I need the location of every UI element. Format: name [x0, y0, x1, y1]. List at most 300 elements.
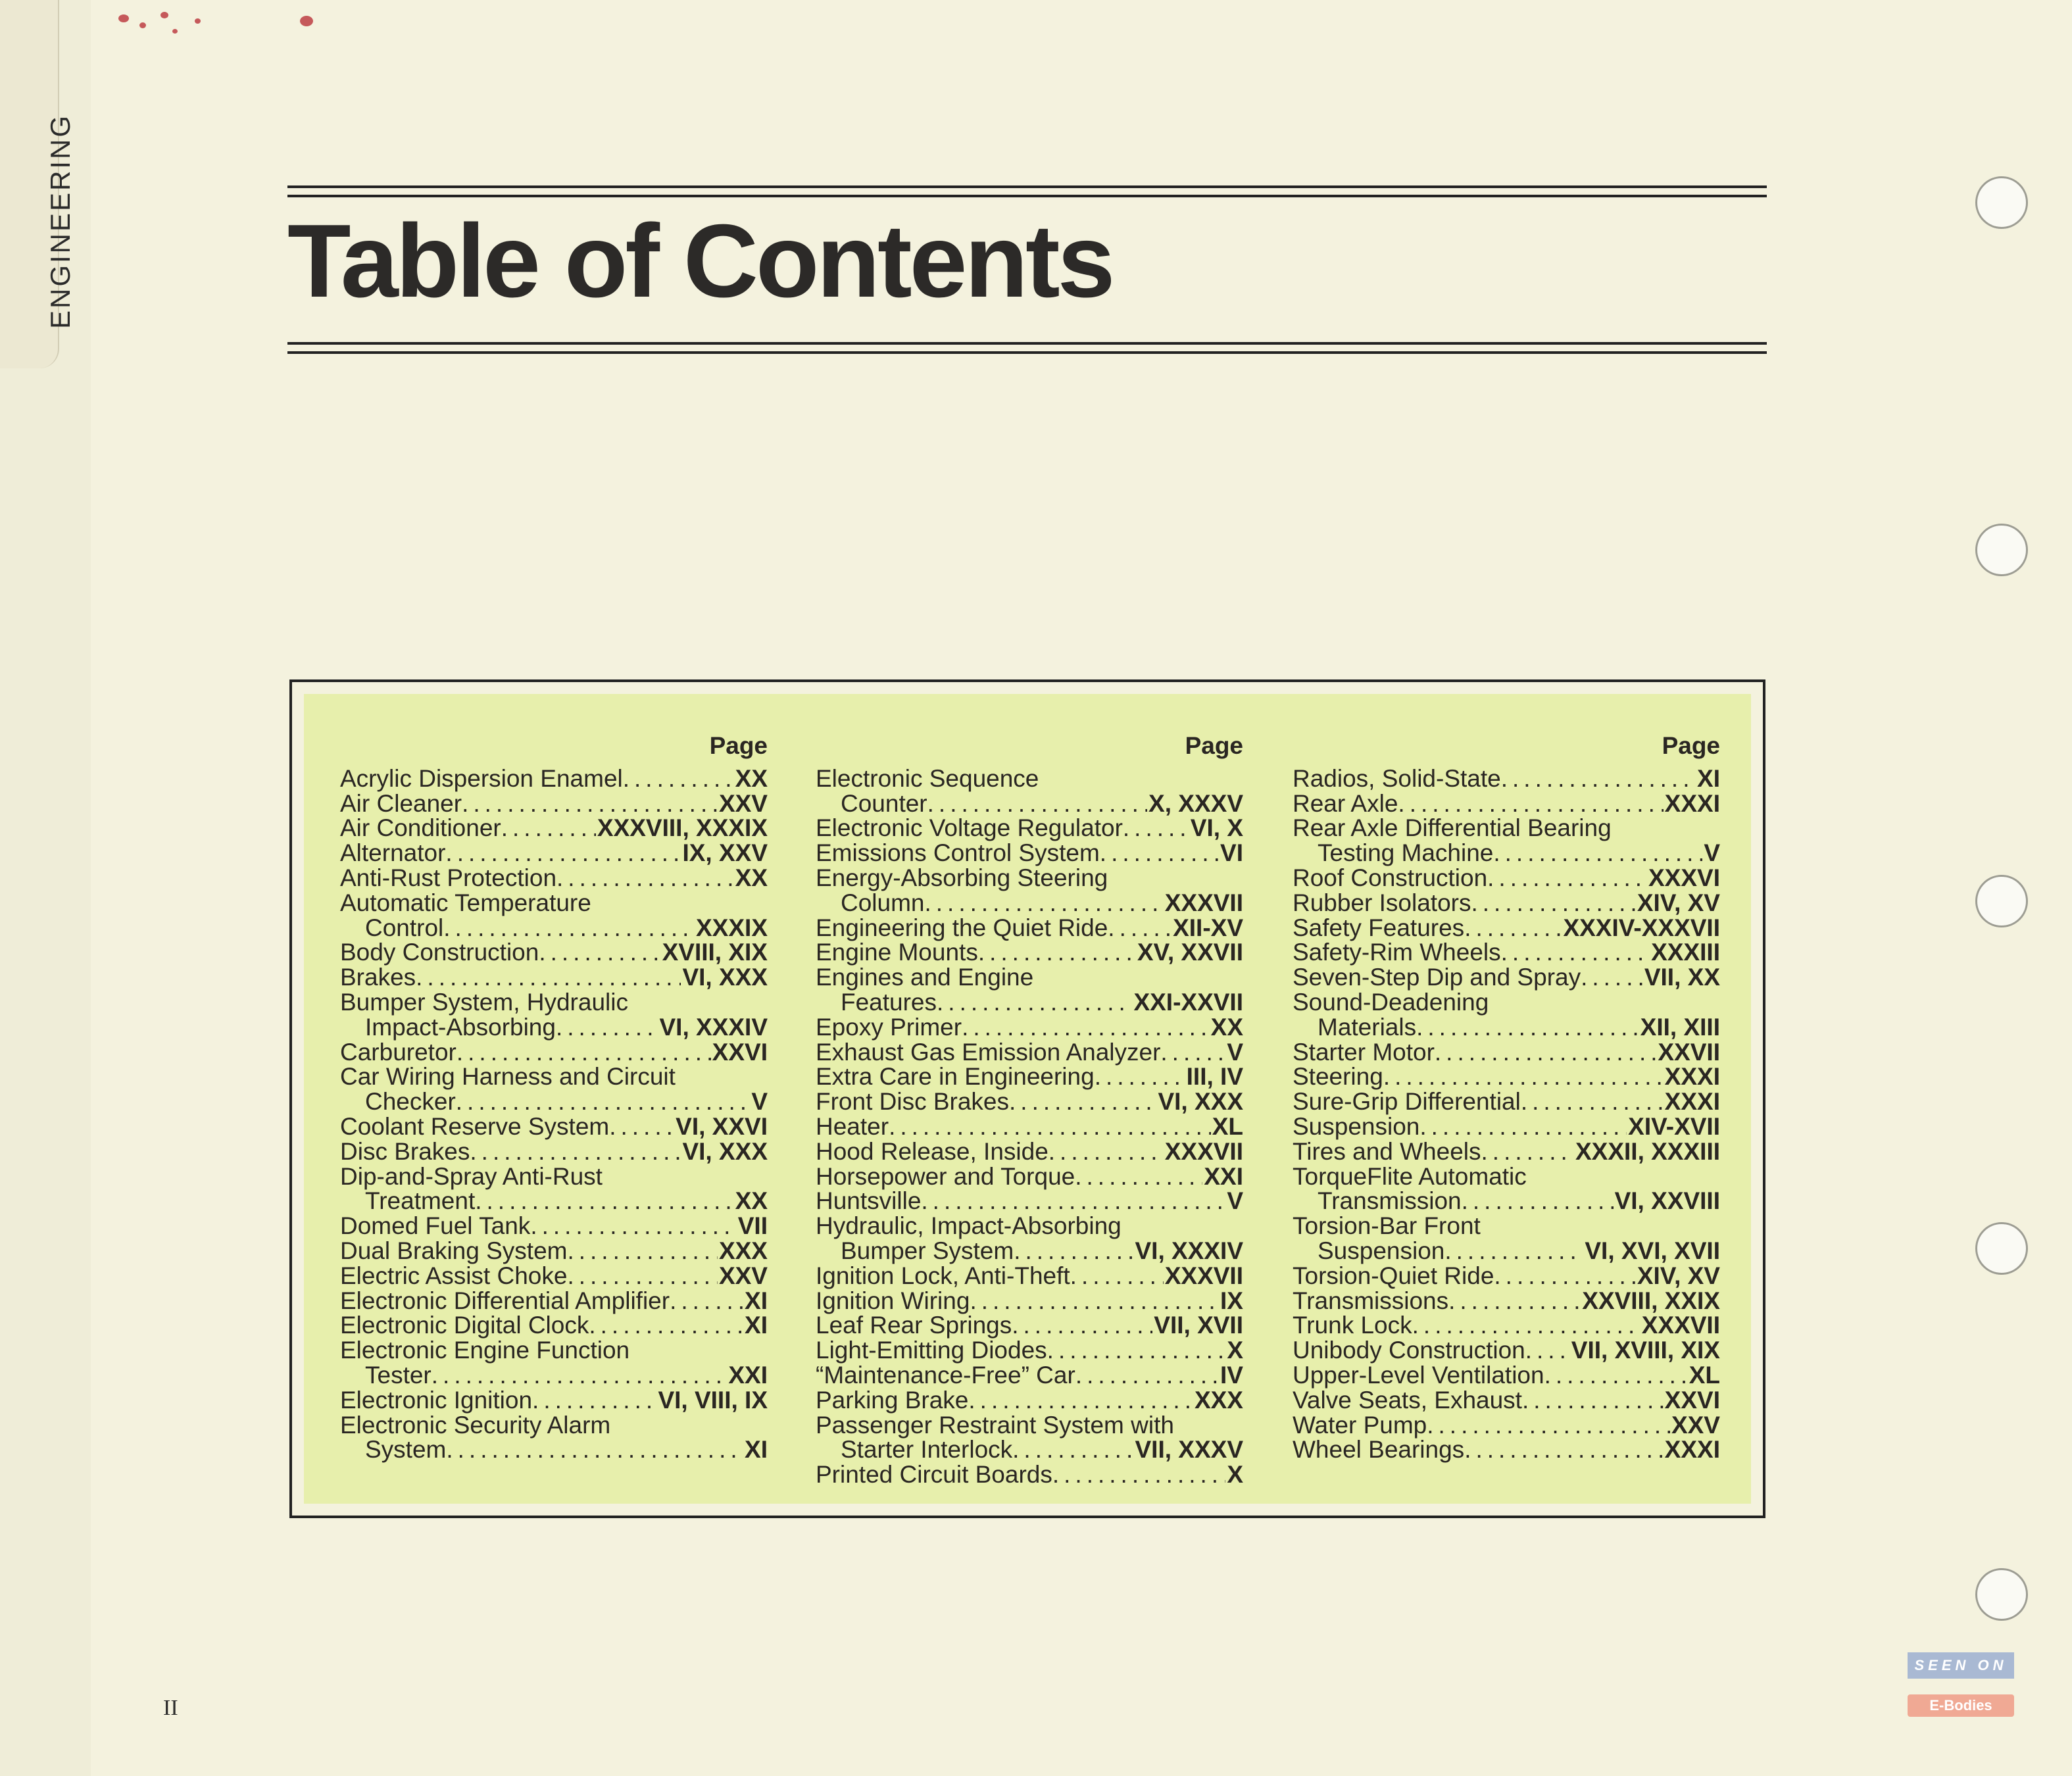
toc-entry — [816, 1064, 1243, 1089]
toc-entry-page: XX — [735, 1187, 768, 1215]
dot-leader — [416, 965, 681, 990]
toc-entry-line — [1293, 990, 1720, 1015]
toc-entry-line — [816, 1363, 1243, 1388]
toc-entry-line — [816, 891, 1243, 916]
toc-entry-page: VII, XX — [1644, 964, 1720, 991]
toc-entry-title: Bumper System — [841, 1237, 1014, 1264]
toc-entry-title: Automatic Temperature — [340, 889, 591, 916]
toc-entry-page: XI — [745, 1287, 768, 1314]
toc-box — [289, 679, 1765, 1518]
dot-leader — [925, 891, 1164, 916]
toc-entry — [816, 1164, 1243, 1189]
binder-hole — [1975, 875, 2028, 927]
toc-entry-title: Air Conditioner — [340, 814, 501, 842]
toc-entry-title: Roof Construction — [1293, 864, 1488, 891]
dot-leader — [1487, 866, 1647, 891]
toc-entry-title: Treatment — [365, 1187, 476, 1215]
toc-entry — [1293, 1363, 1720, 1388]
toc-entry-title: Parking Brake — [816, 1386, 969, 1414]
toc-entry-title: Engines and Engine — [816, 964, 1034, 991]
watermark-badge-bottom: E-Bodies — [1908, 1694, 2014, 1717]
toc-entry-title: Alternator — [340, 839, 446, 867]
dot-leader — [1462, 1189, 1614, 1214]
toc-entry-page: VII — [737, 1212, 768, 1240]
dot-leader — [1075, 1164, 1202, 1189]
toc-entry-line — [340, 1114, 768, 1139]
dot-leader — [443, 916, 695, 941]
dot-leader — [1048, 1139, 1164, 1164]
toc-entry-page: XI — [1697, 764, 1720, 792]
dot-leader — [1435, 1040, 1656, 1065]
toc-entry-title: Passenger Restraint System with — [816, 1411, 1174, 1439]
toc-entry-line — [340, 1264, 768, 1289]
toc-entry-page: XL — [1689, 1361, 1720, 1389]
toc-entry — [1293, 1388, 1720, 1413]
toc-entry-line — [816, 791, 1243, 816]
toc-entry-title: Starter Motor — [1293, 1038, 1435, 1066]
dot-leader — [456, 1040, 711, 1065]
toc-entry — [340, 990, 768, 1040]
toc-entry-title: System — [365, 1436, 447, 1464]
toc-entry-line — [1293, 766, 1720, 791]
bottom-rule — [287, 342, 1767, 345]
dot-leader — [937, 990, 1132, 1015]
toc-entry-page: XXXI — [1664, 1088, 1720, 1116]
toc-entry-line — [816, 766, 1243, 791]
toc-entry-title: Sure-Grip Differential — [1293, 1088, 1521, 1116]
toc-entry-title: Acrylic Dispersion Enamel — [340, 764, 623, 792]
dot-leader — [927, 791, 1147, 816]
toc-entry-title: Valve Seats, Exhaust — [1293, 1386, 1522, 1414]
toc-entry-line — [1293, 1189, 1720, 1214]
toc-panel — [304, 694, 1751, 1504]
toc-entry-line — [816, 1214, 1243, 1239]
toc-entry — [1293, 766, 1720, 791]
dot-leader — [567, 1239, 717, 1264]
toc-entry-title: Engine Mounts — [816, 939, 978, 966]
toc-entry-page: VII, XVII — [1154, 1312, 1243, 1339]
dot-leader — [462, 791, 718, 816]
toc-entry-line — [1293, 916, 1720, 941]
dot-leader — [978, 940, 1136, 965]
toc-entry-page: XVIII, XIX — [662, 939, 768, 966]
toc-entry — [340, 940, 768, 965]
toc-entry — [340, 1040, 768, 1065]
toc-entry-line — [816, 1388, 1243, 1413]
toc-entry — [340, 766, 768, 791]
dot-leader — [1444, 1239, 1583, 1264]
binder-hole — [1975, 524, 2028, 576]
toc-entry-line — [340, 916, 768, 941]
toc-entry-page: XIV-XVII — [1628, 1112, 1720, 1140]
toc-entry-line — [816, 1264, 1243, 1289]
toc-entry-page: V — [751, 1088, 768, 1116]
dot-leader — [1095, 1064, 1185, 1089]
toc-entry-page: X, XXXV — [1148, 789, 1243, 817]
toc-entry-title: Electronic Security Alarm — [340, 1411, 611, 1439]
toc-entry-line — [816, 1064, 1243, 1089]
toc-entry-page: V — [1704, 839, 1720, 867]
toc-entry-page: XXXVII — [1164, 889, 1243, 916]
toc-entry-title: Emissions Control System — [816, 839, 1100, 867]
toc-entry-page: IX — [1220, 1287, 1243, 1314]
dot-leader — [501, 816, 596, 841]
toc-entry-page: VII, XVIII, XIX — [1571, 1337, 1720, 1364]
toc-entry-title: Electronic Ignition — [340, 1386, 533, 1414]
dot-leader — [1047, 1338, 1226, 1363]
dot-leader — [1398, 791, 1663, 816]
toc-entry-line — [340, 1437, 768, 1462]
toc-entry-title: Impact-Absorbing — [365, 1013, 556, 1041]
toc-entry — [1293, 990, 1720, 1040]
toc-entry-title: TorqueFlite Automatic — [1293, 1162, 1527, 1190]
toc-entry-page: XXXVI — [1648, 864, 1720, 891]
toc-entry-title: Electronic Differential Amplifier — [340, 1287, 670, 1314]
toc-entry — [816, 940, 1243, 965]
toc-entry-title: Suspension — [1318, 1237, 1445, 1264]
dot-leader — [1481, 1139, 1574, 1164]
toc-entry-line — [1293, 1214, 1720, 1239]
toc-entry-page: XII, XIII — [1640, 1013, 1720, 1041]
toc-entry-title: Features — [841, 988, 937, 1016]
dot-leader — [470, 1139, 681, 1164]
toc-entry-line — [340, 990, 768, 1015]
dot-leader — [1522, 1388, 1664, 1413]
toc-entry-line — [816, 965, 1243, 990]
dot-leader — [1075, 1363, 1219, 1388]
toc-entry-page: IX, XXV — [682, 839, 768, 867]
toc-entry-title: Hood Release, Inside — [816, 1137, 1048, 1165]
toc-entry — [340, 816, 768, 841]
toc-entry — [816, 1363, 1243, 1388]
toc-entry-line — [1293, 1139, 1720, 1164]
toc-entry — [340, 1239, 768, 1264]
toc-entry-title: Safety Features — [1293, 914, 1465, 941]
toc-entry-line — [816, 1089, 1243, 1114]
toc-entry-title: Bumper System, Hydraulic — [340, 988, 628, 1016]
dot-leader — [1123, 816, 1189, 841]
toc-entry-page: XXXI — [1664, 1436, 1720, 1464]
toc-entry-title: Suspension — [1293, 1112, 1420, 1140]
dot-leader — [970, 1289, 1219, 1314]
toc-entry-title: Rubber Isolators — [1293, 889, 1471, 916]
toc-entry-title: Transmissions — [1293, 1287, 1449, 1314]
toc-entry-title: Printed Circuit Boards — [816, 1461, 1052, 1489]
toc-entry-line — [1293, 866, 1720, 891]
toc-entry-line — [816, 1338, 1243, 1363]
toc-entry-page: X — [1227, 1337, 1243, 1364]
toc-entry-line — [340, 1338, 768, 1363]
toc-entry-line — [1293, 1264, 1720, 1289]
toc-entry-line — [1293, 1064, 1720, 1089]
toc-entry — [1293, 1114, 1720, 1139]
toc-entry-page: XXV — [718, 1262, 768, 1289]
toc-entry-line — [340, 965, 768, 990]
toc-entry-page: V — [1227, 1187, 1243, 1215]
toc-entry-line — [1293, 1239, 1720, 1264]
toc-entry-line — [1293, 965, 1720, 990]
dot-leader — [1100, 841, 1219, 866]
toc-entry-page: VI, XXX — [682, 1137, 768, 1165]
toc-entry-line — [1293, 1015, 1720, 1040]
toc-entry — [1293, 965, 1720, 990]
toc-entry-page: XXXIII — [1651, 939, 1720, 966]
dot-leader — [1160, 1040, 1225, 1065]
toc-entry-title: Torsion-Quiet Ride — [1293, 1262, 1494, 1289]
stain-mark — [139, 22, 146, 28]
toc-entry — [1293, 1214, 1720, 1264]
dot-leader — [1416, 1015, 1639, 1040]
dot-leader — [889, 1114, 1211, 1139]
toc-entry-line — [340, 1313, 768, 1338]
toc-entry-line — [1293, 791, 1720, 816]
toc-entry-title: Control — [365, 914, 444, 941]
toc-entry — [816, 1388, 1243, 1413]
toc-entry — [816, 841, 1243, 866]
toc-entry-title: Body Construction — [340, 939, 539, 966]
toc-entry-title: Counter — [841, 789, 927, 817]
toc-entry-title: Column — [841, 889, 925, 916]
toc-entry — [816, 1089, 1243, 1114]
toc-entry-page: XXV — [1671, 1411, 1720, 1439]
toc-column — [816, 733, 1243, 1487]
toc-entry-line — [1293, 1114, 1720, 1139]
page-number: II — [163, 1696, 178, 1720]
toc-entry-line — [340, 940, 768, 965]
toc-entry-line — [816, 1139, 1243, 1164]
dot-leader — [1070, 1264, 1164, 1289]
toc-entry — [816, 1289, 1243, 1314]
toc-entry-page: XXXVII — [1641, 1312, 1720, 1339]
toc-entry-page: XX — [735, 764, 768, 792]
toc-entry-page: V — [1227, 1038, 1243, 1066]
dot-leader — [1544, 1363, 1688, 1388]
toc-entry-line — [1293, 1363, 1720, 1388]
toc-entry-page: VI, VIII, IX — [658, 1386, 768, 1414]
binder-hole — [1975, 1568, 2028, 1621]
toc-entry-line — [816, 1413, 1243, 1438]
toc-entry-title: Transmission — [1318, 1187, 1462, 1215]
toc-entry-page: XXXVIII, XXXIX — [597, 814, 768, 842]
dot-leader — [1012, 1313, 1152, 1338]
toc-entry-title: Domed Fuel Tank — [340, 1212, 531, 1240]
toc-entry-line — [1293, 1388, 1720, 1413]
dot-leader — [1419, 1114, 1627, 1139]
dot-leader — [1525, 1338, 1570, 1363]
toc-entry-title: Testing Machine — [1318, 839, 1494, 867]
stain-mark — [160, 12, 168, 18]
toc-entry-title: Rear Axle Differential Bearing — [1293, 814, 1612, 842]
toc-entry — [1293, 1064, 1720, 1089]
binder-hole — [1975, 176, 2028, 229]
toc-entry — [1293, 1313, 1720, 1338]
page-title: Table of Contents — [287, 203, 1113, 319]
toc-entry-line — [816, 1189, 1243, 1214]
toc-entry-page: XXXI — [1664, 1063, 1720, 1091]
toc-entry-page: VI, XVI, XVII — [1585, 1237, 1720, 1264]
toc-entry-title: Checker — [365, 1088, 456, 1116]
top-rule — [287, 185, 1767, 188]
toc-entry — [816, 1015, 1243, 1040]
toc-entry — [816, 1264, 1243, 1289]
toc-entry-page: XXV — [718, 789, 768, 817]
toc-entry-page: XXVI — [712, 1038, 768, 1066]
dot-leader — [1052, 1462, 1225, 1487]
toc-entry-page: XXXI — [1664, 789, 1720, 817]
toc-entry-line — [1293, 1040, 1720, 1065]
dot-leader — [1427, 1413, 1670, 1438]
toc-entry-title: Materials — [1318, 1013, 1417, 1041]
toc-entry-title: “Maintenance-Free” Car — [816, 1361, 1075, 1389]
dot-leader — [1412, 1313, 1640, 1338]
toc-entry — [340, 791, 768, 816]
toc-entry-title: Electronic Digital Clock — [340, 1312, 589, 1339]
toc-entry-title: Electronic Engine Function — [340, 1337, 630, 1364]
toc-entry-title: Hydraulic, Impact-Absorbing — [816, 1212, 1122, 1240]
toc-entry-line — [816, 1015, 1243, 1040]
toc-entry — [816, 1313, 1243, 1338]
toc-entry-line — [340, 766, 768, 791]
toc-entry-line — [340, 1040, 768, 1065]
toc-entry-line — [816, 1313, 1243, 1338]
toc-entry — [1293, 940, 1720, 965]
top-rule — [287, 195, 1767, 197]
dot-leader — [1464, 916, 1562, 941]
toc-entry-title: Heater — [816, 1112, 889, 1140]
toc-entry-title: Ignition Wiring — [816, 1287, 970, 1314]
stain-mark — [300, 16, 313, 26]
toc-entry — [816, 965, 1243, 1015]
toc-entry — [1293, 791, 1720, 816]
section-label: ENGINEERING — [45, 113, 76, 329]
toc-entry-title: Coolant Reserve System — [340, 1112, 610, 1140]
toc-entry-page: VI, XXX — [1158, 1088, 1243, 1116]
dot-leader — [556, 1015, 658, 1040]
toc-entry — [340, 1338, 768, 1388]
toc-entry-line — [340, 1089, 768, 1114]
toc-entry-title: Electric Assist Choke — [340, 1262, 568, 1289]
toc-entry-page: VI, XXVIII — [1614, 1187, 1720, 1215]
toc-entry-title: Unibody Construction — [1293, 1337, 1525, 1364]
toc-entry-page: VI — [1220, 839, 1243, 867]
toc-entry — [816, 916, 1243, 941]
toc-entry-title: Radios, Solid-State — [1293, 764, 1501, 792]
toc-entry-page: VI, XXXIV — [659, 1013, 768, 1041]
toc-entry-page: XXX — [718, 1237, 768, 1264]
toc-entry — [340, 1413, 768, 1463]
dot-leader — [1448, 1289, 1581, 1314]
toc-entry-page: XXXII, XXXIII — [1575, 1137, 1720, 1165]
toc-entry-line — [1293, 940, 1720, 965]
toc-entry-line — [1293, 891, 1720, 916]
toc-entry — [340, 1214, 768, 1239]
dot-leader — [1501, 766, 1696, 791]
stain-mark — [195, 18, 201, 24]
toc-entry-line — [816, 1239, 1243, 1264]
toc-entry-title: Air Cleaner — [340, 789, 462, 817]
dot-leader — [432, 1363, 728, 1388]
toc-entry-line — [340, 1388, 768, 1413]
toc-entry-title: Safety-Rim Wheels — [1293, 939, 1501, 966]
toc-entry-title: Disc Brakes — [340, 1137, 470, 1165]
toc-entry-line — [816, 916, 1243, 941]
dot-leader — [1501, 940, 1650, 965]
toc-entry — [816, 1462, 1243, 1487]
toc-entry-title: Steering — [1293, 1063, 1383, 1091]
toc-entry — [816, 766, 1243, 816]
toc-entry-page: XX — [735, 864, 768, 891]
dot-leader — [556, 866, 734, 891]
toc-entry-line — [340, 816, 768, 841]
toc-entry-line — [816, 1462, 1243, 1487]
dot-leader — [1012, 1437, 1133, 1462]
toc-entry-title: Trunk Lock — [1293, 1312, 1412, 1339]
toc-entry — [816, 1139, 1243, 1164]
toc-entry-title: Sound-Deadening — [1293, 988, 1489, 1016]
dot-leader — [1493, 841, 1702, 866]
toc-entry — [340, 1139, 768, 1164]
toc-entry — [1293, 1338, 1720, 1363]
toc-entry — [340, 965, 768, 990]
toc-entry-line — [816, 1114, 1243, 1139]
toc-entry — [816, 1189, 1243, 1214]
toc-entry-line — [1293, 1089, 1720, 1114]
toc-entry-page: XX — [1210, 1013, 1243, 1041]
toc-entry-line — [1293, 841, 1720, 866]
toc-entry — [816, 1413, 1243, 1463]
toc-entry — [816, 816, 1243, 841]
toc-entry-page: XXI — [728, 1361, 768, 1389]
toc-entry-title: Huntsville — [816, 1187, 922, 1215]
toc-entry — [1293, 866, 1720, 891]
toc-entry-title: Energy-Absorbing Steering — [816, 864, 1108, 891]
toc-entry — [1293, 1413, 1720, 1438]
dot-leader — [530, 1214, 736, 1239]
dot-leader — [567, 1264, 718, 1289]
toc-entry-title: Electronic Voltage Regulator — [816, 814, 1123, 842]
toc-entry — [1293, 816, 1720, 866]
toc-entry-line — [816, 1164, 1243, 1189]
dot-leader — [1464, 1437, 1663, 1462]
toc-entry-line — [340, 841, 768, 866]
toc-entry-title: Brakes — [340, 964, 416, 991]
toc-entry-title: Carburetor — [340, 1038, 456, 1066]
toc-entry — [340, 1313, 768, 1338]
dot-leader — [445, 841, 681, 866]
toc-entry-page: XXI-XXVII — [1133, 988, 1243, 1016]
toc-entry — [1293, 1139, 1720, 1164]
dot-leader — [589, 1313, 743, 1338]
toc-entry-page: IV — [1220, 1361, 1243, 1389]
toc-entry-line — [816, 940, 1243, 965]
toc-entry-line — [340, 866, 768, 891]
toc-entry — [1293, 916, 1720, 941]
toc-entry-page: VII, XXXV — [1135, 1436, 1243, 1464]
dot-leader — [921, 1189, 1225, 1214]
toc-entry — [340, 866, 768, 891]
toc-entry-line — [1293, 1413, 1720, 1438]
toc-entry-page: VI, XXVI — [676, 1112, 768, 1140]
toc-entry-title: Tires and Wheels — [1293, 1137, 1481, 1165]
toc-entry-page: XIV, XV — [1637, 1262, 1720, 1289]
toc-entry-title: Front Disc Brakes — [816, 1088, 1010, 1116]
toc-entry-page: XXX — [1194, 1386, 1243, 1414]
dot-leader — [539, 940, 660, 965]
toc-entry-page: XV, XXVII — [1137, 939, 1243, 966]
toc-entry-line — [1293, 1289, 1720, 1314]
toc-entry-line — [816, 1437, 1243, 1462]
toc-entry — [1293, 1164, 1720, 1214]
